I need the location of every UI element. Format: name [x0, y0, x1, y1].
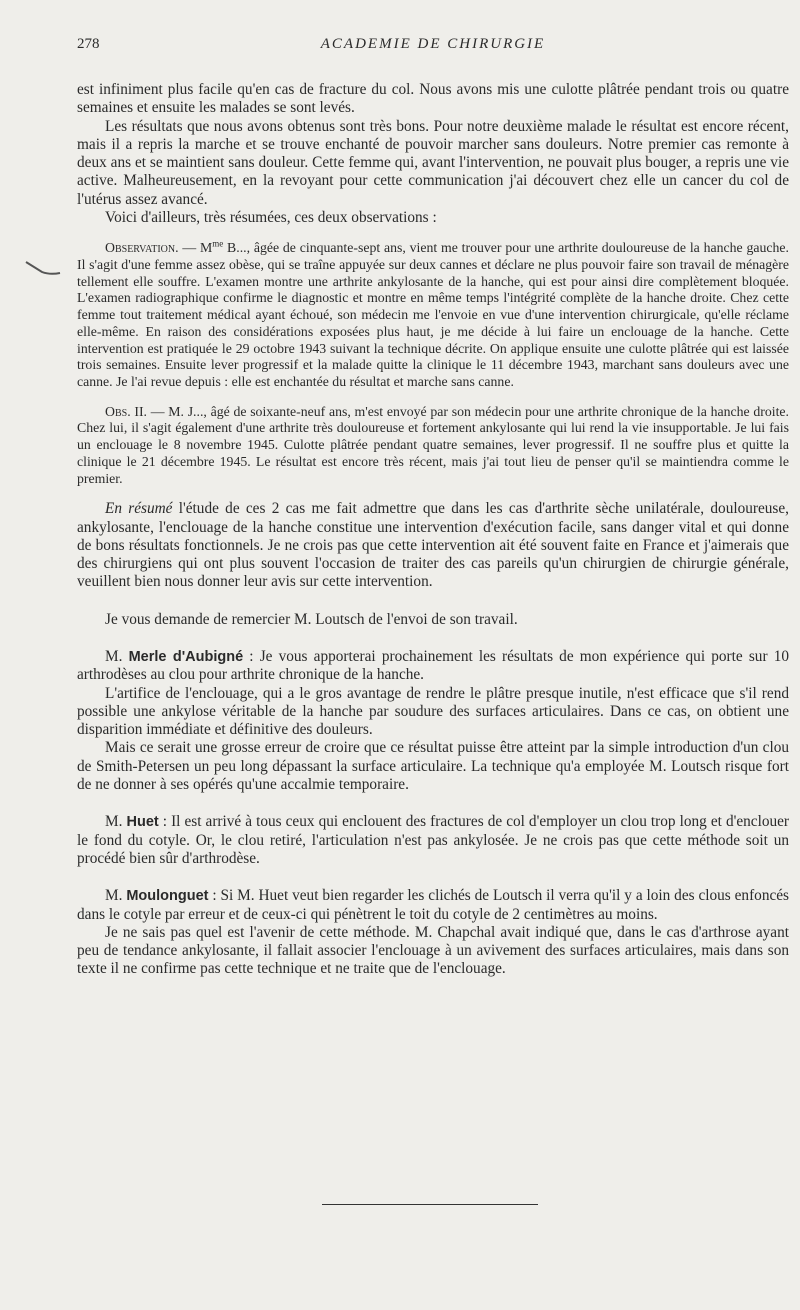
- discussion-merle-p2: L'artifice de l'enclouage, qui a le gros avantage de rendre le plâtre presque inutile, n'est efficace que s'il rend possible une ankylose véritable de la hanche par soudure des surfaces articulaires. Dans ce cas, on obtient une disparition immédiate et définitive des douleurs.: [77, 684, 789, 739]
- margin-pencil-mark: [24, 258, 64, 278]
- observation-1-label: Observation.: [105, 240, 179, 256]
- page-number: 278: [77, 36, 100, 52]
- observation-2-text: — M. J..., âgé de soixante-neuf ans, m'est envoyé par son médecin pour une arthrite chronique de la hanche droite. Chez lui, il s'agit également d'une arthrite très douloureuse et fortement ankylosante qui lui rend la vie insupportable. Je lui fais un enclouage le 8 novembre 1945. Culotte plâtrée pendant quatre semaines, lever progressif. Il ne souffre plus et quitte la clinique le 21 décembre 1945. Le résultat est encore très récent, mais j'ai tout lieu de penser qu'il se maintiendra comme le premier.: [77, 403, 789, 486]
- speaker-name-merle: Merle d'Aubigné: [128, 649, 244, 665]
- paragraph-continuation: est infiniment plus facile qu'en cas de fracture du col. Nous avons mis une culotte plâtrée pendant trois ou quatre semaines et ensuite les malades se sont levés.: [77, 81, 789, 117]
- resume-lead: En résumé: [105, 500, 173, 518]
- speaker-name-huet: Huet: [126, 814, 159, 831]
- observation-1-sup: me: [212, 238, 224, 249]
- discussion-huet-text: : Il est arrivé à tous ceux qui enclouent des fractures de col d'employer un clou trop long et d'enclouer le fond du cotyle. Or, le clou retiré, l'articulation n'est pas ankylosée. Je ne crois pas que cette méthode soit un procédé bien sûr d'arthrodèse.: [77, 813, 790, 867]
- discussion-moulonguet-text: : Si M. Huet veut bien regarder les clichés de Loutsch il verra qu'il y a loin des clous enfoncés dans le cotyle par erreur et de ceux-ci qui pénètrent le toit du cotyle de 2 centimètres au moins.: [77, 887, 790, 923]
- speaker-name-moulonguet: Moulonguet: [126, 888, 209, 905]
- observation-1-dash: — M: [178, 240, 213, 256]
- paragraph-thanks: Je vous demande de remercier M. Loutsch de l'envoi de son travail.: [105, 610, 518, 628]
- discussion-moulonguet-p2: Je ne sais pas quel est l'avenir de cette méthode. M. Chapchal avait indiqué que, dans le cas d'arthrose ayant peu de tendance ankylosante, il fallait associer l'enclouage à un avivement des surfaces articulaires, mais dans son texte il ne confirme pas cette technique et ne traite que de l'enclouage.: [77, 923, 789, 978]
- paragraph-resume: [77, 500, 789, 591]
- observation-2: [77, 404, 789, 488]
- resume-text: l'étude de ces 2 cas me fait admettre que dans les cas d'arthrite sèche unilatérale, douloureuse, ankylosante, l'enclouage de la hanche constitue une intervention d'exécution facile, sans danger vital et qui donne de bons résultats fonctionnels. Je ne crois pas que cette intervention ait été souvent faite en France et j'aimerais que des chirurgiens qui ont plus souvent l'occasion de traiter des cas pareils qu'un chirurgien de chirurgie générale, veuillent bien nous donner leur avis sur cette intervention.: [77, 500, 789, 591]
- discussion-huet: [77, 813, 789, 868]
- observation-1-text: B..., âgée de cinquante-sept ans, vient me trouver pour une arthrite douloureuse de la hanche gauche. Il s'agit d'une femme assez obèse, qui se traîne appuyée sur deux cannes et déclare ne plus pouvoir faire son travail de ménagère tellement elle souffre. L'examen montre une arthrite ankylosante de la hanche, qui est pour ainsi dire complètement bloquée. L'examen radiographique confirme le diagnostic et montre en même temps l'intégrité complète de la hanche droite. Chez cette femme tout traitement médical ayant échoué, son médecin me l'envoie en vue d'une intervention chirurgicale, qu'elle réclame elle-même. En raison des considérations exposées plus haut, je me décide à lui faire un enclouage de la hanche. Cette intervention est pratiquée le 29 octobre 1943 suivant la technique décrite. On applique ensuite une culotte plâtrée qui est laissée trois semaines. Ensuite lever progressif et la malade quitte la clinique le 11 décembre 1943, marchant sans douleurs avec une canne. Je l'ai revue depuis : elle est enchantée du résultat et marche sans canne.: [77, 240, 789, 389]
- speaker-prefix: M.: [105, 813, 127, 831]
- discussion-merle-p3: Mais ce serait une grosse erreur de croire que ce résultat puisse être atteint par la simple introduction d'un clou de Smith-Petersen un peu long dépassant la surface articulaire. La technique qu'a employée M. Loutsch risque fort de ne donner à ses opérés qu'une accalmie temporaire.: [77, 739, 789, 794]
- discussion-merle-text: : Je vous apporterai prochainement les résultats de mon expérience qui porte sur 10 arthrodèses au clou pour arthrite chronique de la hanche.: [77, 648, 789, 684]
- observation-2-label: Obs. II.: [105, 403, 148, 419]
- paragraph-observations-intro: Voici d'ailleurs, très résumées, ces deux observations :: [105, 209, 437, 227]
- speaker-prefix: M.: [105, 887, 127, 905]
- discussion-moulonguet: [77, 887, 789, 924]
- paragraph-results: Les résultats que nous avons obtenus sont très bons. Pour notre deuxième malade le résultat est encore récent, mais il a repris la marche et se trouve enchanté de pouvoir marcher sans douleurs. Notre premier cas remonte à deux ans et se maintient sans douleur. Cette femme qui, avant l'intervention, ne pouvait plus bouger, a repris une vie active. Malheureusement, en la revoyant pour cette communication j'ai découvert chez elle un cancer du col de l'utérus assez avancé.: [77, 117, 789, 208]
- observation-1: [77, 240, 789, 390]
- speaker-prefix: M.: [105, 648, 129, 665]
- page-body: [77, 81, 789, 979]
- discussion-merle: [77, 648, 789, 685]
- running-title: ACADEMIE DE CHIRURGIE: [320, 36, 546, 52]
- section-end-rule: [322, 1204, 538, 1205]
- page-header: [77, 36, 789, 60]
